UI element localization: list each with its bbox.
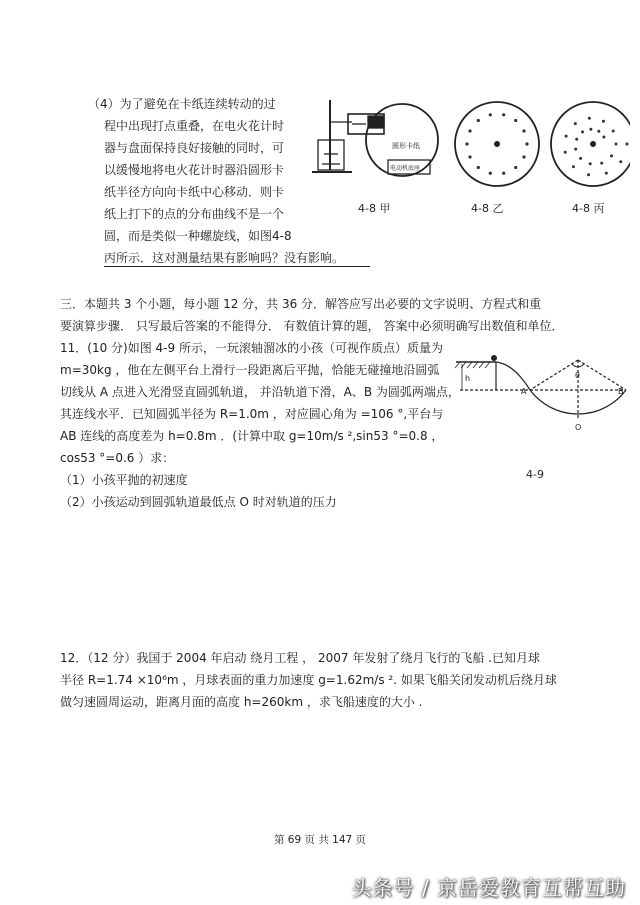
spark-dot: [597, 130, 600, 133]
q4-line: 纸半径方向向卡纸中心移动．则卡: [104, 185, 285, 199]
spark-dot: [589, 128, 592, 131]
q4-fig-ref: 4-8: [272, 229, 292, 243]
spark-dot: [565, 135, 568, 138]
q12-line: 12．（12 分）我国于 2004 年启动 绕月工程 ， 2007 年发射了绕月飞行的飞船 .已知月球: [60, 651, 540, 665]
watermark: 头条号 / 京岳爱教育互帮互助: [351, 876, 626, 900]
label-theta: θ: [575, 371, 580, 380]
spark-dot: [522, 129, 525, 132]
spark-dot: [579, 157, 582, 160]
spark-dot: [574, 148, 577, 151]
q11-line: AB 连线的高度差为 h=0.8m ．(计算中取 g=10m/s ²,sin53 °=0.8 ，: [60, 429, 444, 443]
spark-dot: [468, 129, 471, 132]
spark-dot: [477, 166, 480, 169]
q11-line: cos53 °=0.6 ）求：: [60, 451, 175, 465]
q4-line: 纸上打下的点的分布曲线不是一个: [104, 207, 285, 221]
q11-line: 其连线水平．已知圆弧半径为 R=1.0m ，对应圆心角为 =106 °,平台与: [60, 407, 444, 421]
spark-dot: [575, 138, 578, 141]
spark-dot: [581, 130, 584, 133]
spark-dot: [626, 143, 629, 146]
spark-dot: [615, 143, 618, 146]
spark-dot: [619, 160, 622, 163]
spark-dot: [489, 172, 492, 175]
q4-line: 以缓慢地将电火花计时器沿圆形卡: [104, 163, 285, 177]
section-line: 三．本题共 3 个小题，每小题 12 分，共 36 分．解答应写出必要的文字说明、方程式和重: [60, 297, 542, 311]
spark-dot: [610, 154, 613, 157]
spark-dot: [465, 142, 468, 145]
spark-dot: [525, 142, 528, 145]
spark-dot: [502, 113, 505, 116]
spark-dot: [477, 119, 480, 122]
q11-line: m=30kg ，他在左侧平台上滑行一段距离后平抛，恰能无碰撞地沿圆弧: [60, 363, 440, 377]
disk-label: 圆形卡纸: [392, 142, 420, 150]
caption-4-8-jia: 4-8 甲: [358, 202, 391, 215]
q4-line: （4）为了避免在卡纸连续转动的过: [88, 97, 276, 111]
label-A: A: [521, 387, 527, 396]
spark-dot: [522, 155, 525, 158]
q11-line: 切线从 A 点进入光滑竖直圆弧轨道， 并沿轨道下滑，A、B 为圆弧两端点，: [60, 385, 460, 399]
spark-dot: [514, 166, 517, 169]
label-B: B: [618, 387, 624, 396]
q12-line: 半径 R=1.74 ×10⁶m ，月球表面的重力加速度 g=1.62m/s ². 如果飞船关闭发动机后绕月球: [60, 673, 557, 687]
q4-line: 程中出现打点重叠，在电火花计时: [104, 119, 285, 133]
spark-dot: [589, 162, 592, 165]
spark-dot: [564, 151, 567, 154]
caption-4-8-yi: 4-8 乙: [471, 202, 504, 215]
q4-line: 丙所示．这对测量结果有影响吗？没有影响。: [104, 250, 370, 267]
spark-dot: [600, 162, 603, 165]
spark-dot: [468, 155, 471, 158]
q4-line: 圆，而是类似一种螺旋线，如图: [104, 229, 273, 243]
q12-line: 做匀速圆周运动，距离月面的高度 h=260km ，求飞船速度的大小 .: [60, 695, 423, 709]
q11-question-1: （1）小孩平抛的初速度: [60, 473, 188, 487]
disk-bing: [551, 102, 630, 186]
spark-dot: [489, 113, 492, 116]
q11-question-2: （2）小孩运动到圆弧轨道最低点 O 时对轨道的压力: [60, 495, 337, 509]
spark-dot: [574, 122, 577, 125]
spark-dot: [588, 117, 591, 120]
spark-dot: [602, 136, 605, 139]
caption-4-8-bing: 4-8 丙: [572, 202, 605, 215]
spark-dot: [602, 120, 605, 123]
base-label: 电动机底座: [390, 165, 421, 172]
spark-dot: [612, 130, 615, 133]
caption-4-9: 4-9: [526, 468, 544, 481]
q11-line: 11．(10 分)如图 4-9 所示，一玩滚轴溜冰的小孩（可视作质点）质量为: [60, 341, 443, 355]
disk-yi: [455, 102, 539, 186]
spark-dot: [587, 173, 590, 176]
label-h: h: [465, 374, 471, 383]
spark-dot: [572, 165, 575, 168]
q4-line: 器与盘面保持良好接触的同时，可: [104, 141, 285, 155]
page-number: 第 69 页 共 147 页: [273, 834, 367, 846]
figure-4-9: [452, 350, 632, 460]
spark-dot: [605, 172, 608, 175]
spark-dot: [514, 119, 517, 122]
spark-dot: [502, 172, 505, 175]
section-line: 要演算步骤． 只写最后答案的不能得分． 有数值计算的题， 答案中必须明确写出数值和单位．: [60, 319, 564, 333]
label-O: O: [575, 423, 582, 432]
